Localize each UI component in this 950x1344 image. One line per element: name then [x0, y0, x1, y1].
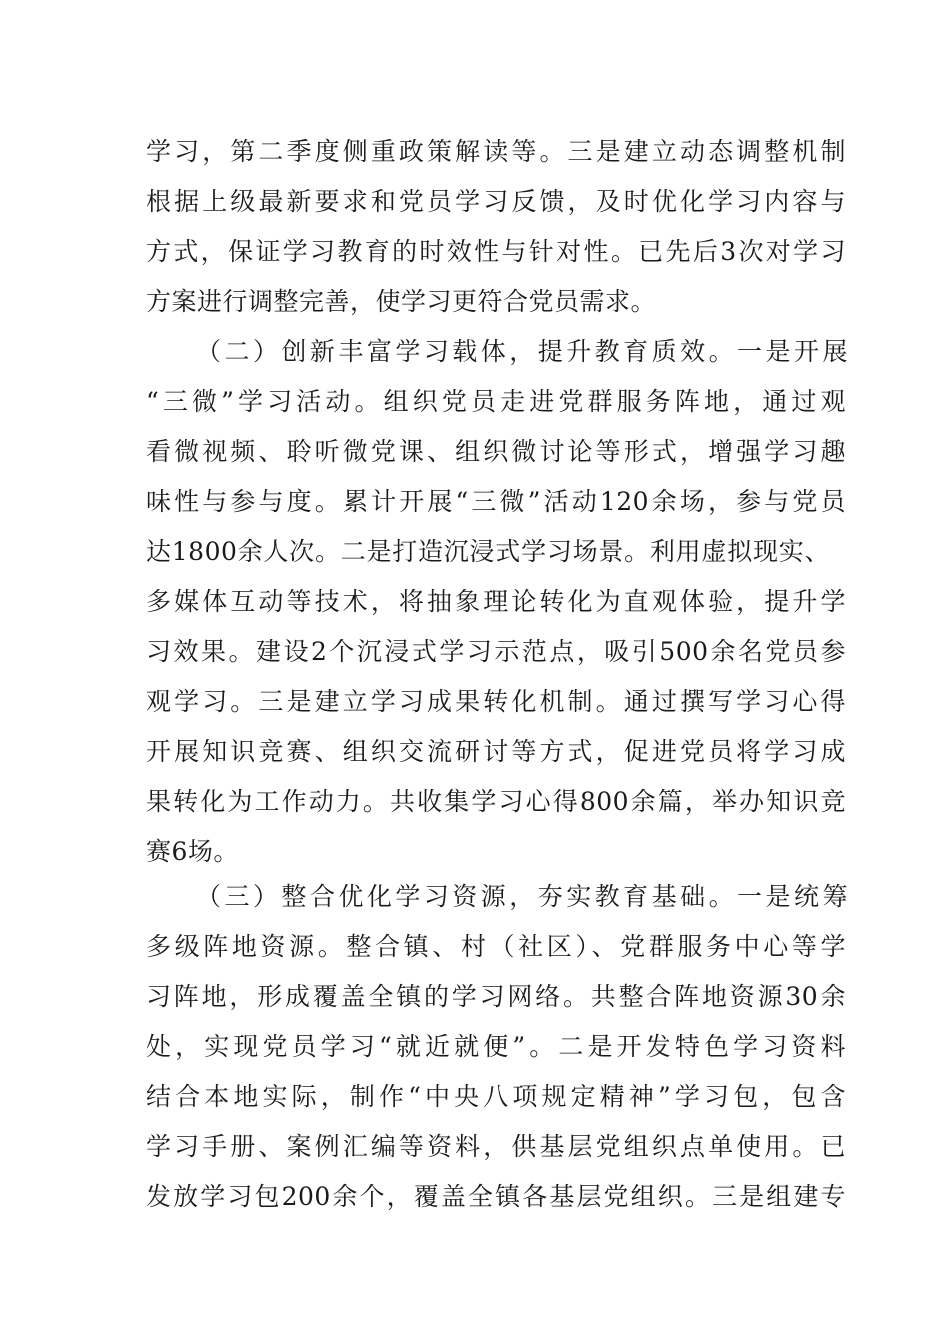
- text-line-10: 多媒体互动等技术，将抽象理论转化为直观体验，提升学: [146, 587, 846, 616]
- text-line-14: 果转化为工作动力。共收集学习心得800余篇，举办知识竞: [146, 787, 846, 816]
- text-line-9: 达1800余人次。二是打造沉浸式学习场景。利用虚拟现实、: [146, 537, 830, 566]
- paragraph-2-first-line: （二）创新丰富学习载体，提升教育质效。一是开展: [196, 337, 848, 366]
- text-line-4: 方案进行调整完善，使学习更符合党员需求。: [146, 287, 657, 316]
- text-line-12: 观学习。三是建立学习成果转化机制。通过撰写学习心得: [146, 687, 846, 716]
- paragraph-3-first-line: （三）整合优化学习资源，夯实教育基础。一是统筹: [196, 882, 848, 911]
- text-line-8: 味性与参与度。累计开展“三微”活动120余场，参与党员: [146, 487, 846, 516]
- text-line-15: 赛6场。: [146, 837, 239, 866]
- text-line-21: 学习手册、案例汇编等资料，供基层党组织点单使用。已: [146, 1132, 846, 1161]
- text-line-6: “三微”学习活动。组织党员走进党群服务阵地，通过观: [146, 387, 846, 416]
- text-line-1: 学习，第二季度侧重政策解读等。三是建立动态调整机制: [146, 137, 846, 166]
- text-line-7: 看微视频、聆听微党课、组织微讨论等形式，增强学习趣: [146, 437, 846, 466]
- text-line-18: 习阵地，形成覆盖全镇的学习网络。共整合阵地资源30余: [146, 982, 846, 1011]
- text-line-17: 多级阵地资源。整合镇、村（社区）、党群服务中心等学: [146, 932, 846, 961]
- text-line-19: 处，实现党员学习“就近就便”。二是开发特色学习资料: [146, 1032, 846, 1061]
- text-line-3: 方式，保证学习教育的时效性与针对性。已先后3次对学习: [146, 237, 846, 266]
- text-line-20: 结合本地实际，制作“中央八项规定精神”学习包，包含: [146, 1082, 846, 1111]
- text-line-11: 习效果。建设2个沉浸式学习示范点，吸引500余名党员参: [146, 637, 846, 666]
- text-line-22: 发放学习包200余个，覆盖全镇各基层党组织。三是组建专: [146, 1182, 846, 1211]
- text-line-13: 开展知识竞赛、组织交流研讨等方式，促进党员将学习成: [146, 737, 846, 766]
- text-line-2: 根据上级最新要求和党员学习反馈，及时优化学习内容与: [146, 187, 846, 216]
